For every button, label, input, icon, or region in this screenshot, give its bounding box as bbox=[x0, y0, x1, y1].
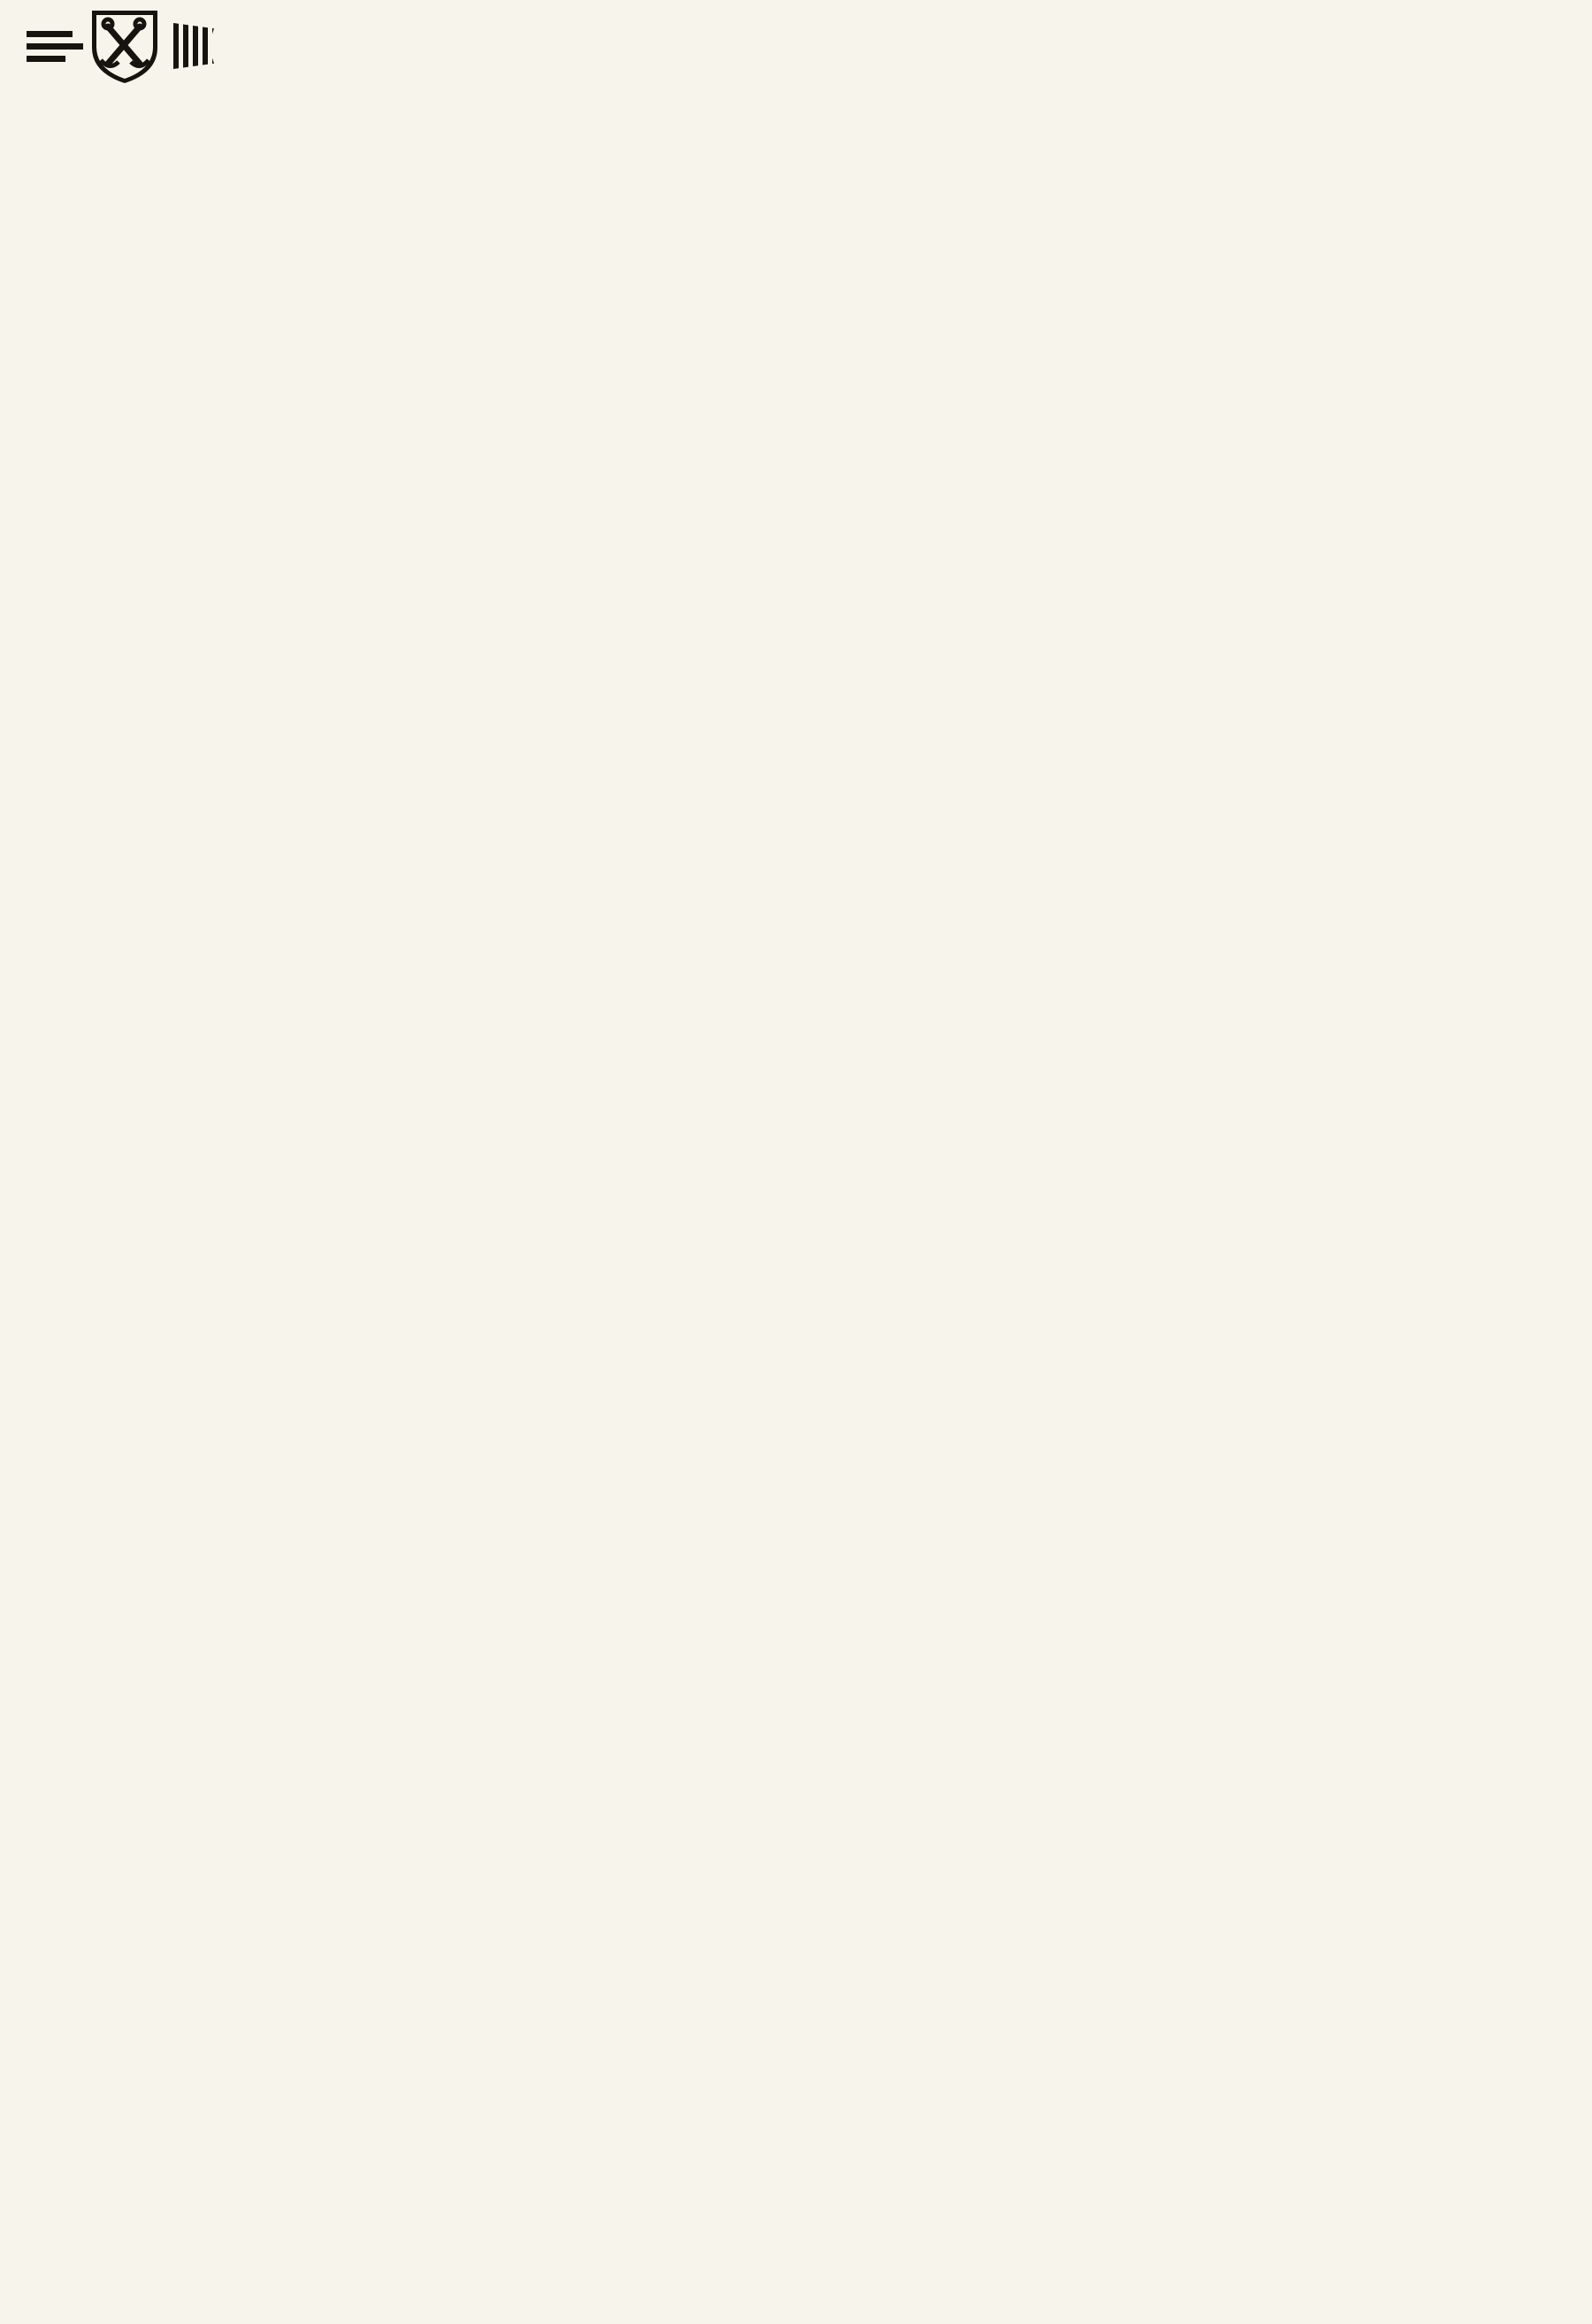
col3-intro-continuation bbox=[807, 133, 1194, 156]
paragraph bbox=[1203, 1459, 1589, 1479]
schulwesen-col4-paragraphs bbox=[1203, 1348, 1589, 1367]
section-standesamt bbox=[22, 166, 404, 198]
paragraph bbox=[807, 1351, 1194, 1371]
bible-verse bbox=[22, 663, 404, 683]
gemeinschaftspflege-paragraphs bbox=[1203, 1459, 1589, 1479]
paragraph bbox=[22, 690, 404, 709]
standesamt-paragraphs bbox=[22, 175, 404, 195]
flag-mark-icon bbox=[173, 23, 214, 69]
schulwesen-col4 bbox=[1203, 1348, 1589, 1371]
gruppensiedlung-col4 bbox=[1203, 624, 1589, 652]
paragraph bbox=[22, 1548, 404, 1567]
col2-news bbox=[418, 458, 792, 481]
weihnachtsbeihilfe-paragraphs bbox=[1203, 2232, 1589, 2251]
speed-lines-icon bbox=[27, 31, 83, 62]
section-lohnsteuerkarten bbox=[22, 1502, 404, 1571]
paragraph bbox=[1203, 2232, 1589, 2251]
paragraph bbox=[807, 624, 1194, 644]
umsiedlung-statistics bbox=[1203, 649, 1589, 652]
weihnachtsbaum-left-column bbox=[22, 1857, 404, 1880]
news-item bbox=[418, 458, 792, 478]
col2-paragraphs bbox=[418, 288, 792, 308]
weihnachtsbaum-right-column bbox=[418, 1857, 792, 1880]
col4-top bbox=[1203, 133, 1589, 180]
lohnsteuer-heading bbox=[22, 1502, 404, 1539]
paragraph bbox=[1203, 1482, 1589, 1502]
paragraph bbox=[807, 133, 1194, 152]
gruppensiedlung-col4-paragraphs bbox=[1203, 624, 1589, 644]
gruppensiedlung-col3 bbox=[807, 624, 1194, 647]
col4-top-paragraphs bbox=[1203, 133, 1589, 152]
col3-paragraphs bbox=[807, 133, 1194, 152]
paragraph bbox=[418, 1857, 792, 1877]
section-erwartung bbox=[22, 656, 404, 713]
paragraph bbox=[418, 288, 792, 308]
col2-continuation bbox=[418, 288, 792, 311]
baum-right-paragraphs bbox=[418, 1857, 792, 1877]
gruppensiedlung-paragraphs bbox=[807, 624, 1194, 644]
schulwesen-paragraphs bbox=[807, 1351, 1194, 1371]
paragraph bbox=[1203, 1348, 1589, 1367]
erwartung-paragraphs bbox=[22, 690, 404, 709]
paragraph bbox=[22, 175, 404, 195]
paragraph bbox=[22, 1857, 404, 1877]
col2-intro bbox=[418, 133, 792, 136]
gemeinschaftspflege-body bbox=[1203, 1459, 1589, 1505]
paragraph bbox=[1203, 133, 1589, 152]
crest-crossed-anchors-icon bbox=[88, 7, 161, 85]
weihnachtsbeihilfe-body bbox=[1203, 2232, 1589, 2324]
baum-left-paragraphs bbox=[22, 1857, 404, 1877]
paragraph bbox=[1203, 157, 1589, 177]
schulwesen-col3 bbox=[807, 1351, 1194, 2324]
fuersorge-note bbox=[1203, 1482, 1589, 1502]
paragraph bbox=[1203, 624, 1589, 644]
masthead bbox=[27, 5, 601, 85]
mitteilungen-paragraphs bbox=[1203, 157, 1589, 177]
news-items bbox=[418, 458, 792, 478]
lohnsteuer-paragraphs bbox=[22, 1548, 404, 1567]
